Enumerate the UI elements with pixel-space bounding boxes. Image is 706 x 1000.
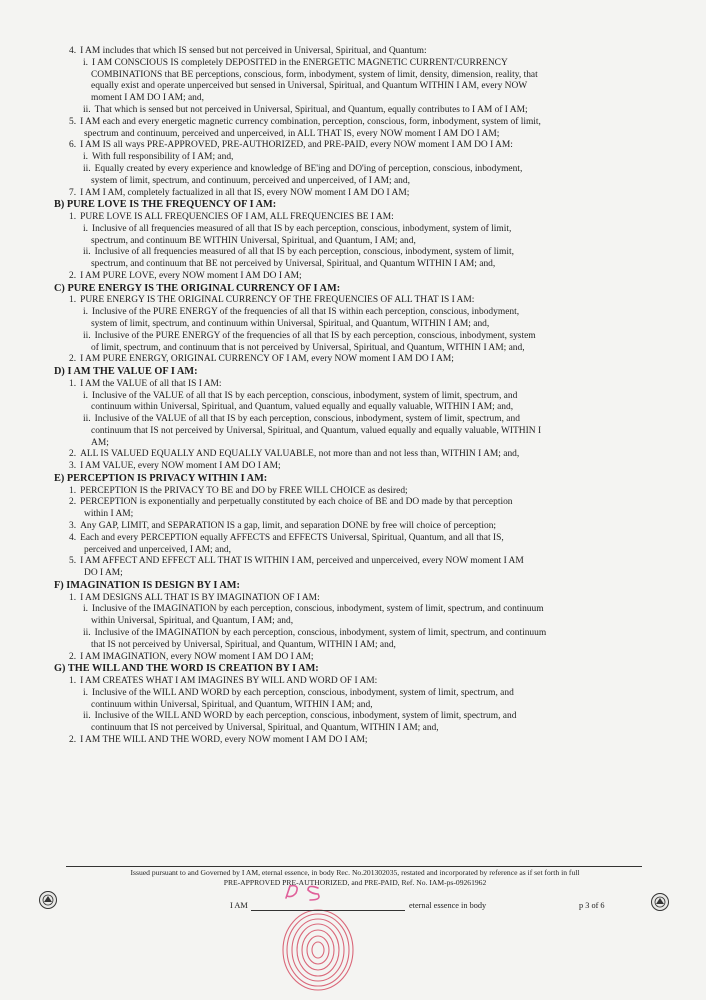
line-text: I AM each and every energetic magnetic currency combination, perception, conscious, form, inbodyment, system of limit, [80, 116, 541, 127]
document-line [54, 616, 654, 628]
line-text: PERCEPTION is exponentially and perpetually constituted by each choice of BE and DO made by that perception [80, 497, 513, 508]
document-line [54, 391, 654, 403]
document-line [54, 224, 654, 236]
document-line [54, 176, 654, 188]
document-line [54, 556, 654, 568]
line-text: F) IMAGINATION IS DESIGN BY I AM: [54, 580, 240, 592]
line-text: D) I AM THE VALUE OF I AM: [54, 366, 198, 378]
line-text: Inclusive of the VALUE of all that IS by each perception, conscious, inbodyment, system of limit, spectrum, and [91, 390, 518, 401]
document-line [54, 46, 654, 58]
item-number: 1. [69, 485, 77, 496]
line-text: PURE ENERGY IS THE ORIGINAL CURRENCY OF THE FREQUENCIES OF ALL THAT IS I AM: [80, 295, 475, 306]
line-text: That which is sensed but not perceived in Universal, Spiritual, and Quantum, equally contributes to I AM of I AM; [94, 104, 528, 115]
section-heading [54, 663, 654, 676]
section-heading [54, 283, 654, 296]
document-line [54, 152, 654, 164]
document-line [54, 533, 654, 545]
item-number: 1. [69, 211, 77, 222]
document-line [54, 140, 654, 152]
section-heading [54, 473, 654, 486]
section-heading [54, 199, 654, 212]
document-line [54, 449, 654, 461]
line-text: Inclusive of the WILL AND WORD by each perception, conscious, inbodyment, system of limit, spectrum, and [94, 711, 517, 722]
line-text: that IS not perceived by Universal, Spiritual, and Quantum, WITHIN I AM; and, [91, 639, 396, 650]
document-line [54, 164, 654, 176]
item-number: 2. [69, 497, 77, 508]
item-number: 5. [69, 116, 77, 127]
document-line [54, 628, 654, 640]
document-line [54, 711, 654, 723]
item-number: ii. [83, 628, 91, 639]
line-text: Equally created by every experience and knowledge of BE'ing and DO'ing of perception, conscious, inbodyment, [94, 163, 523, 174]
document-line [54, 271, 654, 283]
item-number: ii. [83, 247, 91, 258]
document-line [54, 486, 654, 498]
document-line [54, 129, 654, 141]
line-text: Any GAP, LIMIT, and SEPARATION IS a gap, limit, and separation DONE by free will choice of perception; [80, 521, 497, 532]
item-number: 1. [69, 676, 77, 687]
document-line [54, 568, 654, 580]
line-text: system of limit, spectrum, and continuum within Universal, Spiritual, and Quantum, WITHIN I AM; and, [91, 318, 490, 329]
document-line [54, 331, 654, 343]
line-text: Inclusive of all frequencies measured of all that IS by each perception, conscious, inbodyment, system of limit, [94, 247, 514, 258]
document-line [54, 700, 654, 712]
item-number: 5. [69, 556, 77, 567]
item-number: ii. [83, 163, 91, 174]
item-number: 3. [69, 461, 77, 472]
line-text: spectrum, and continuum BE WITHIN Universal, Spiritual, and Quantum, I AM; and, [91, 235, 416, 246]
section-heading [54, 366, 654, 379]
line-text: With full responsibility of I AM; and, [91, 152, 234, 163]
line-text: Inclusive of the WILL AND WORD by each perception, conscious, inbodyment, system of limit, spectrum, and [91, 687, 514, 698]
essence-label: eternal essence in body [409, 901, 487, 910]
seal-stamp-icon [38, 890, 58, 910]
item-number: 1. [69, 295, 77, 306]
line-text: AM; [91, 437, 109, 448]
line-text: system of limit, spectrum, and continuum, perceived and unperceived, of I AM; and, [91, 175, 410, 186]
item-number: 3. [69, 521, 77, 532]
line-text: of limit, spectrum, and continuum that is not perceived by Universal, Spiritual, and Quantum, WITHIN I AM; and, [91, 342, 525, 353]
item-number: 2. [69, 651, 77, 662]
footer-line-2: PRE-APPROVED PRE-AUTHORIZED, and PRE-PAID, Ref. No. IAM-ps-09261962 [223, 878, 487, 887]
document-line [54, 58, 654, 70]
document-line [54, 236, 654, 248]
line-text: Inclusive of all frequencies measured of all that IS by each perception, conscious, inbodyment, system of limit, [91, 223, 512, 234]
line-text: ALL IS VALUED EQUALLY AND EQUALLY VALUABLE, not more than and not less than, WITHIN I AM; and, [80, 449, 520, 460]
document-line [54, 640, 654, 652]
line-text: E) PERCEPTION IS PRIVACY WITHIN I AM: [54, 473, 268, 485]
item-number: i. [83, 390, 88, 401]
line-text: I AM PURE ENERGY, ORIGINAL CURRENCY OF I AM, every NOW moment I AM DO I AM; [80, 354, 454, 365]
item-number: ii. [83, 104, 91, 115]
seal-stamp-icon [650, 892, 670, 912]
document-line [54, 652, 654, 664]
item-number: 2. [69, 735, 77, 745]
item-number: ii. [83, 330, 91, 341]
line-text: perceived and unperceived, I AM; and, [84, 544, 232, 555]
document-line [54, 307, 654, 319]
item-number: 2. [69, 449, 77, 460]
document-line [54, 593, 654, 605]
document-line [54, 723, 654, 735]
line-text: I AM VALUE, every NOW moment I AM DO I AM; [80, 461, 281, 472]
item-number: ii. [83, 414, 91, 425]
line-text: I AM I AM, completely factualized in all that IS, every NOW moment I AM DO I AM; [80, 187, 410, 198]
document-line [54, 379, 654, 391]
line-text: Inclusive of the IMAGINATION by each perception, conscious, inbodyment, system of limit, spectrum, and continuum [91, 604, 544, 615]
document-line [54, 509, 654, 521]
line-text: I AM IS all ways PRE-APPROVED, PRE-AUTHORIZED, and PRE-PAID, every NOW moment I AM DO I AM: [80, 140, 513, 151]
item-number: 6. [69, 140, 77, 151]
document-line [54, 604, 654, 616]
line-text: I AM the VALUE of all that IS I AM: [80, 378, 222, 389]
line-text: COMBINATIONS that BE perceptions, conscious, form, inbodyment, system of limit, density, dimension, reality, that [91, 69, 538, 80]
document-line [54, 688, 654, 700]
item-number: 7. [69, 187, 77, 198]
line-text: I AM includes that which IS sensed but not perceived in Universal, Spiritual, and Quantum: [80, 46, 427, 56]
document-line [54, 354, 654, 366]
item-number: 4. [69, 46, 77, 56]
item-number: i. [83, 687, 88, 698]
document-line [54, 402, 654, 414]
line-text: I AM DESIGNS ALL THAT IS BY IMAGINATION OF I AM: [80, 592, 320, 603]
document-line [54, 426, 654, 438]
line-text: Inclusive of the IMAGINATION by each perception, conscious, inbodyment, system of limit, spectrum, and continuum [94, 628, 547, 639]
line-text: DO I AM; [84, 568, 123, 579]
line-text: PURE LOVE IS ALL FREQUENCIES OF I AM, ALL FREQUENCIES BE I AM: [80, 211, 394, 222]
line-text: within I AM; [84, 509, 134, 520]
line-text: G) THE WILL AND THE WORD IS CREATION BY I AM: [54, 663, 319, 675]
item-number: i. [83, 152, 88, 163]
document-line [54, 259, 654, 271]
sig-label: I AM [230, 901, 248, 910]
document-line [54, 676, 654, 688]
item-number: i. [83, 57, 88, 68]
line-text: I AM CREATES WHAT I AM IMAGINES BY WILL AND WORD OF I AM: [80, 676, 378, 687]
line-text: spectrum, and continuum that BE not perceived by Universal, Spiritual, and Quantum WITHIN I AM; and, [91, 259, 496, 270]
document-line [54, 461, 654, 473]
line-text: I AM AFFECT AND EFFECT ALL THAT IS WITHIN I AM, perceived and unperceived, every NOW moment I AM [80, 556, 524, 567]
line-text: continuum that IS not perceived by Universal, Spiritual, and Quantum, valued equally and equally valuable, WITHIN I [91, 425, 542, 436]
document-line [54, 521, 654, 533]
line-text: Each and every PERCEPTION equally AFFECTS and EFFECTS Universal, Spiritual, Quantum, and all that IS, [80, 532, 504, 543]
item-number: 4. [69, 532, 77, 543]
document-line [54, 295, 654, 307]
footer-divider [66, 866, 642, 867]
item-number: i. [83, 604, 88, 615]
document-line [54, 117, 654, 129]
line-text: continuum that IS not perceived by Universal, Spiritual, and Quantum, WITHIN I AM; and, [91, 723, 439, 734]
line-text: PERCEPTION IS the PRIVACY TO BE and DO by FREE WILL CHOICE as desired; [80, 485, 408, 496]
document-line [54, 70, 654, 82]
document-line [54, 545, 654, 557]
line-text: spectrum and continuum, perceived and unperceived, in ALL THAT IS, every NOW moment I AM DO I AM; [84, 128, 500, 139]
line-text: Inclusive of the PURE ENERGY of the frequencies of all that IS by each perception, conscious, inbodyment, system [94, 330, 536, 341]
line-text: I AM PURE LOVE, every NOW moment I AM DO I AM; [80, 270, 302, 281]
line-text: I AM IMAGINATION, every NOW moment I AM DO I AM; [80, 651, 314, 662]
line-text: Inclusive of the VALUE of all that IS by each perception, conscious, inbodyment, system of limit, spectrum, and [94, 414, 520, 425]
signature-rule [251, 910, 405, 911]
document-line [54, 735, 654, 747]
document-line [54, 343, 654, 355]
section-heading [54, 580, 654, 593]
item-number: 1. [69, 592, 77, 603]
line-text: moment I AM DO I AM; and, [91, 93, 204, 104]
item-number: 2. [69, 354, 77, 365]
document-line [54, 247, 654, 259]
document-line [54, 497, 654, 509]
document-line [54, 438, 654, 450]
document-body [54, 46, 654, 747]
page-number: p 3 of 6 [579, 901, 605, 910]
document-line [54, 188, 654, 200]
document-line [54, 81, 654, 93]
line-text: equally exist and operate unperceived but sensed in Universal, Spiritual, and Quantum WITHIN I AM, every NOW [91, 81, 528, 92]
item-number: i. [83, 307, 88, 318]
fingerprint-signature [268, 882, 418, 992]
item-number: 2. [69, 270, 77, 281]
line-text: I AM THE WILL AND THE WORD, every NOW moment I AM DO I AM; [80, 735, 368, 745]
document-line [54, 319, 654, 331]
document-line [54, 414, 654, 426]
item-number: i. [83, 223, 88, 234]
line-text: Inclusive of the PURE ENERGY of the frequencies of all that IS within each perception, conscious, inbodyment, [91, 307, 520, 318]
line-text: continuum within Universal, Spiritual, and Quantum, WITHIN I AM; and, [91, 699, 373, 710]
line-text: continuum within Universal, Spiritual, and Quantum, valued equally and equally valuable, WITHIN I AM; and, [91, 402, 514, 413]
line-text: I AM CONSCIOUS IS completely DEPOSITED in the ENERGETIC MAGNETIC CURRENT/CURRENCY [91, 57, 508, 68]
document-line [54, 105, 654, 117]
document-line [54, 212, 654, 224]
line-text: B) PURE LOVE IS THE FREQUENCY OF I AM: [54, 199, 277, 211]
line-text: C) PURE ENERGY IS THE ORIGINAL CURRENCY OF I AM: [54, 282, 341, 294]
footer-line-1: Issued pursuant to and Governed by I AM, eternal essence, in body Rec. No.201302035, restated and incorporated by reference as if set forth in full [130, 868, 580, 877]
item-number: ii. [83, 711, 91, 722]
document-line [54, 93, 654, 105]
line-text: within Universal, Spiritual, and Quantum, I AM; and, [91, 616, 294, 627]
item-number: 1. [69, 378, 77, 389]
